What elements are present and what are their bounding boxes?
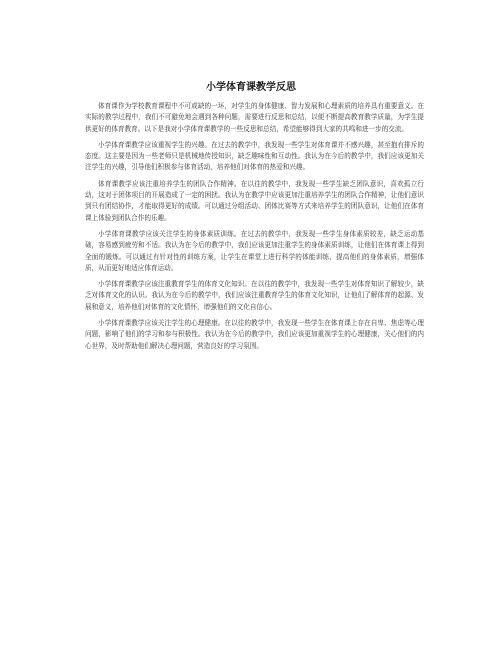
paragraph-interest: 小学体育课教学应该重视学生的兴趣。在过去的教学中，我发现一些学生对体育课并不感兴趣，甚至抱有排斥的态度。这主要是因为一些老师只是机械地传授知识，缺乏趣味性和互动性。我认为在今后的教学中，我们应该更加关注学生的兴趣，引导他们积极参与体育活动，培养他们对体育的热爱和兴趣。 — [85, 140, 424, 172]
document-body — [85, 101, 424, 357]
paragraph-mental-health: 小学体育课教学应该关注学生的心理健康。在以往的教学中，我发现一些学生在体育课上存在自卑、焦虑等心理问题，影响了他们的学习和参与积极性。我认为在今后的教学中，我们应该更加重视学生的心理健康，关心他们的内心世界，及时帮助他们解决心理问题，营造良好的学习氛围。 — [85, 319, 424, 350]
paragraph-teamwork: 体育课教学应该注重培养学生的团队合作精神。在以往的教学中，我发现一些学生缺乏团队意识，喜欢孤立行动，这对于团体项目的开展造成了一定的困扰。我认为在教学中应该更加注重培养学生的团队合作精神，让他们意识到只有团结协作，才能取得更好的成绩。可以通过分组活动、团体比赛等方式来培养学生的团队意识，让他们在体育课上体验到团队合作的乐趣。 — [85, 179, 424, 222]
page-title: 小学体育课教学反思 — [206, 82, 296, 93]
paragraph-intro: 体育课作为学校教育课程中不可或缺的一环，对学生的身体健康、智力发展和心理素质的培养具有重要意义。在实际的教学过程中，我们不可避免地会遇到各种问题，需要进行反思和总结，以便不断提高教育教学质量，为学生提供更好的体育教育。以下是我对小学体育课教学的一些反思和总结，希望能够得到大家的共鸣和进一步的交流。 — [85, 102, 424, 133]
paragraph-physical-fitness: 小学体育课教学应该关注学生的身体素质训练。在过去的教学中，我发现一些学生身体素质较差，缺乏运动基础，容易感到疲劳和不适。我认为在今后的教学中，我们应该更加注重学生的身体素质训练，让他们在体育课上得到全面的锻炼。可以通过有针对性的训练方案，让学生在课堂上进行科学的体能训练，提高他们的身体素质，增强体质，从而更好地适应体育运动。 — [85, 229, 424, 272]
paragraph-sports-culture: 小学体育课教学应该注重教育学生的体育文化知识。在以往的教学中，我发现一些学生对体育知识了解较少，缺乏对体育文化的认识。我认为在今后的教学中，我们应该注重教育学生的体育文化知识，让他们了解体育的起源、发展和意义，培养他们对体育的文化情怀，增强他们的文化自信心。 — [85, 280, 424, 311]
